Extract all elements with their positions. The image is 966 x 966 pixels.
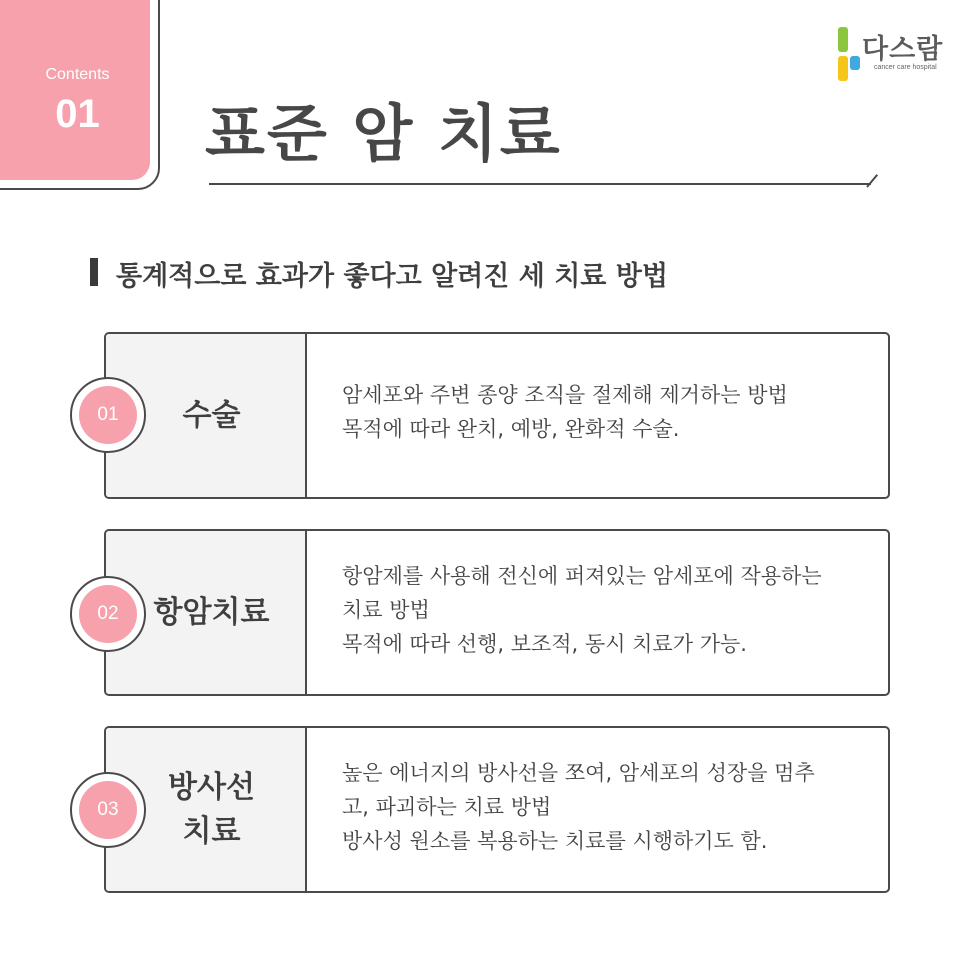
hospital-logo [838,27,958,87]
subtitle-marker [90,258,98,286]
treatment-card-chemotherapy [104,529,890,696]
treatment-description [342,756,882,858]
number-badge [70,576,146,652]
number-badge-label: 03 [79,781,137,839]
description-line: 높은 에너지의 방사선을 쪼여, 암세포의 성장을 멈추 [342,761,815,785]
title-underline [209,183,871,185]
treatment-description [342,378,882,446]
treatment-card-surgery [104,332,890,499]
treatment-card-radiation [104,726,890,893]
number-badge [70,772,146,848]
logo-mark-icon [838,27,860,83]
contents-tab [0,0,150,180]
description-line: 목적에 따라 완치, 예방, 완화적 수술. [342,417,680,441]
treatment-name-line: 방사선 [168,770,255,805]
logo-name: 다스람 [862,34,944,65]
title-underline-tick [866,174,878,188]
description-line: 목적에 따라 선행, 보조적, 동시 치료가 가능. [342,632,747,656]
treatment-name-line: 치료 [182,813,241,849]
number-badge [70,377,146,453]
description-line: 항암제를 사용해 전신에 퍼져있는 암세포에 작용하는 [342,564,822,588]
page-title: 표준 암 치료 [205,97,562,170]
number-badge-label: 02 [79,585,137,643]
number-badge-label: 01 [79,386,137,444]
treatment-name-line: 항암치료 [153,594,270,630]
treatment-name-line: 수술 [182,397,241,433]
logo-subtitle: cancer care hospital [874,64,937,71]
treatment-description [342,559,882,661]
description-line: 고, 파괴하는 치료 방법 [342,795,552,819]
section-subtitle: 통계적으로 효과가 좋다고 알려진 세 치료 방법 [116,261,668,292]
description-line: 암세포와 주변 종양 조직을 절제해 제거하는 방법 [342,383,788,407]
description-line: 방사성 원소를 복용하는 치료를 시행하기도 함. [342,829,768,853]
contents-number: 01 [55,92,100,136]
description-line: 치료 방법 [342,598,430,622]
contents-label: Contents [45,66,110,83]
